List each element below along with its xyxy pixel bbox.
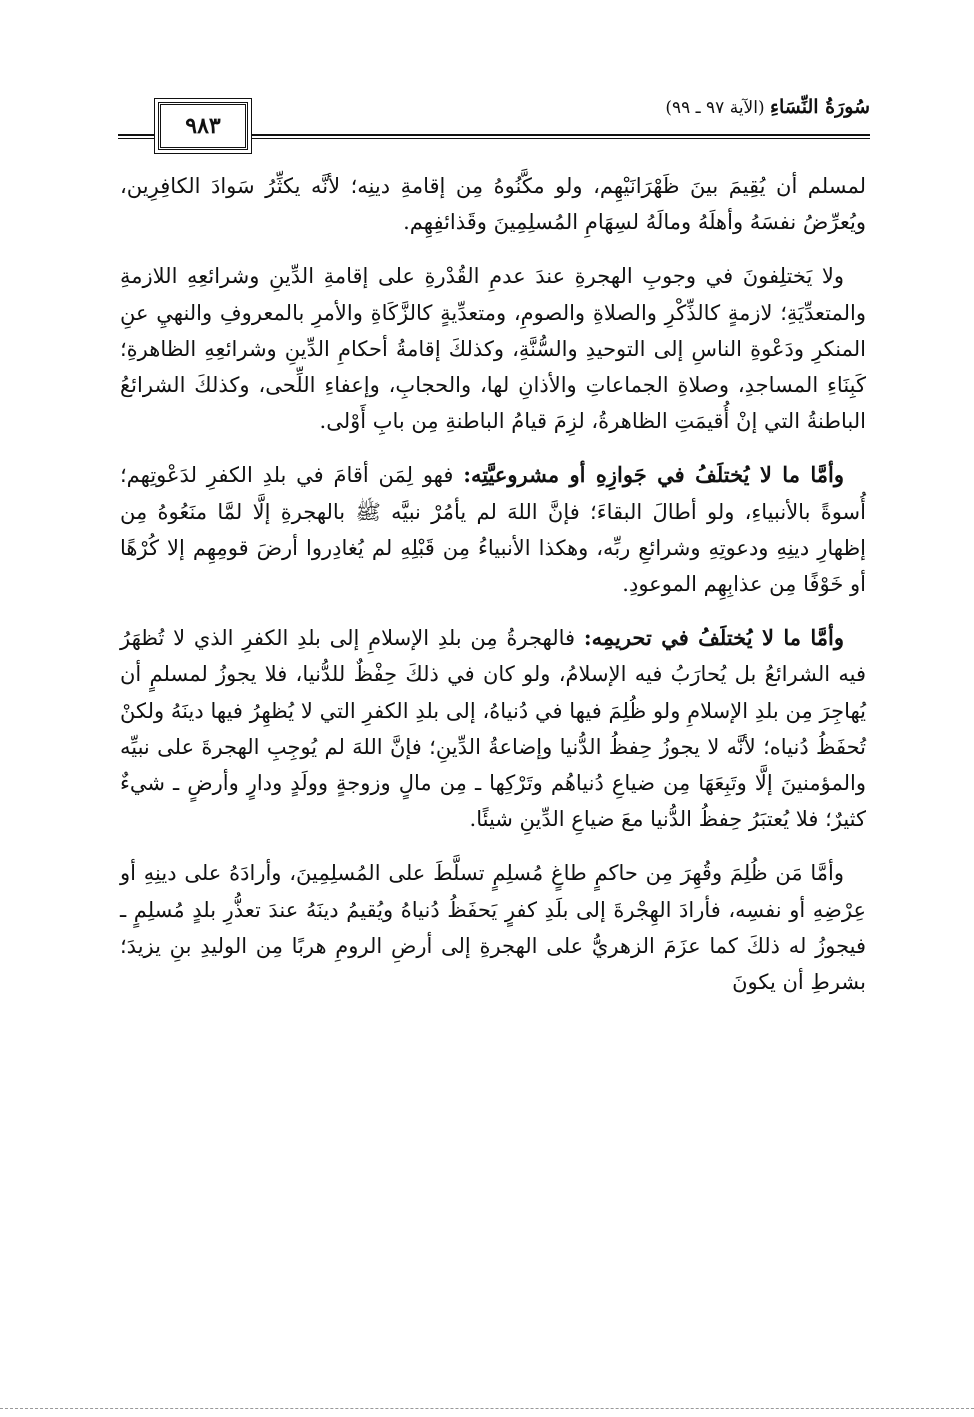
paragraph-text: فالهجرةُ مِن بلدِ الإسلامِ إلى بلدِ الكفرِ الذي لا تُظهَرُ فيه الشرائعُ بل يُحارَبُ فيه الإسلامُ، ولو كان في ذلكَ حِفْظٌ للدُّنيا، فلا يجوزُ لمسلمٍ أن يُهاجِرَ مِن بلدِ الإسلامِ ولو ظُلِمَ فيها في دُنياهُ، إلى بلدِ الكفرِ التي لا يُظهِرُ فيها دينَهُ ولكنْ تُحفَظُ دُنياه؛ لأنَّه لا يجوزُ حِفظُ الدُّنيا وإضاعةُ الدِّينِ؛ فإنَّ اللهَ لم يُوجِبِ الهجرةَ على نبيِّه والمؤمنينَ إلَّا وتَبِعَهَا مِن ضياعِ دُنياهُم وتَرْكِها ـ مِن مالٍ وزوجةٍ وولَدٍ ودارٍ وأرضٍ ـ شيءٌ كثيرٌ؛ فلا يُعتبَرُ حِفظُ الدُّنيا معَ ضياعِ الدِّينِ شيئًا. bbox=[120, 626, 866, 832]
running-title bbox=[665, 96, 870, 118]
header-rule bbox=[118, 138, 154, 139]
paragraph-lead: وأمَّا ما لا يُختلَفُ في جَوازِهِ أو مشروعيَّتِه: bbox=[463, 462, 844, 488]
paragraph: ولا يَختلِفونَ في وجوبِ الهجرةِ عندَ عدمِ القُدْرةِ على إقامةِ الدِّينِ وشرائعِهِ اللازمةِ والمتعدِّيَةِ؛ لازمةٍ كالذِّكْرِ والصلاةِ والصومِ، ومتعدِّيةٍ كالزَّكَاةِ والأمرِ بالمعروفِ والنهيِ عنِ المنكرِ ودَعْوةِ الناسِ إلى التوحيدِ والسُّنَّةِ، وكذلكَ إقامةُ أحكامِ الدِّينِ وشرائعِهِ الظاهرةِ؛ كَبِنَاءِ المساجدِ، وصلاةِ الجماعاتِ والأذانِ لها، والحجابِ، وإعفاءِ اللِّحى، وكذلكَ الشرائعُ الباطنةُ التي إنْ أُقيمَتِ الظاهرةُ، لزِمَ قيامُ الباطنةِ مِن بابِ أَوْلى. bbox=[120, 264, 866, 434]
verses-range: (الآية ٩٧ ـ ٩٩) bbox=[665, 98, 765, 118]
surah-name: سُورَةُ النِّسَاءِ bbox=[770, 96, 870, 118]
paragraph: لمسلم أن يُقِيمَ بينَ ظَهْرَانَيْهِم، ولو مكَّنُوهُ مِن إقامةِ دينِه؛ لأنَّه يكثِّرُ سَوادَ الكافِرِين، ويُعرِّضُ نفسَهُ وأهلَهُ ومالَهُ لسِهَامِ المُسلِمِينَ وقَذائفِهِم. bbox=[120, 174, 866, 235]
page-header bbox=[118, 92, 870, 162]
page-number bbox=[158, 102, 248, 150]
paragraph-lead: وأمَّا ما لا يُختلَفُ في تحريمِه: bbox=[583, 625, 844, 651]
paragraph: وأمَّا مَن ظُلِمَ وقُهِرَ مِن حاكمٍ طاغٍ مُسلِمٍ تسلَّطَ على المُسلِمِينَ، وأرادَهُ على دينِهِ أو عِرْضِهِ أو نفسِه، فأرادَ الهِجْرةَ إلى بلَدِ كفرٍ يَحفَظُ دُنياهُ ويُقيمُ دينَهُ عندَ تعذُّرِ بلدٍ مُسلِمٍ ـ فيجوزُ له ذلكَ كما عزَمَ الزهريُّ على الهجرةِ إلى أرضِ الرومِ هربًا مِن الوليدِ بنِ يزيدَ؛ بشرطِ أن يكونَ bbox=[120, 861, 866, 995]
header-rule bbox=[118, 134, 154, 136]
page-number-text: ٩٨٣ bbox=[185, 113, 221, 139]
paragraph-text: فهو لِمَن أقامَ في بلدِ الكفرِ لدَعْوتِهم؛ أُسوةً بالأنبياءِ، ولو أطالَ البقاءَ؛ فإنَّ اللهَ لم يأمُرْ نبيَّه ﷺ بالهجرةِ إلَّا لمَّا منَعُوهُ مِن إظهارِ دينِهِ ودعوتِهِ وشرائعِ ربِّه، وهكذا الأنبياءُ مِن قَبْلِهِ لم يُغادِروا أرضَ قومِهِم إلا كُرْهًا أو خَوْفًا مِن عذابِهِم الموعودِ. bbox=[120, 463, 866, 597]
paragraph bbox=[120, 620, 866, 837]
paragraph bbox=[120, 457, 866, 602]
page-bottom-edge bbox=[0, 1408, 974, 1409]
header-rule bbox=[252, 134, 870, 136]
header-rule bbox=[252, 138, 870, 139]
body-text bbox=[120, 168, 866, 1018]
